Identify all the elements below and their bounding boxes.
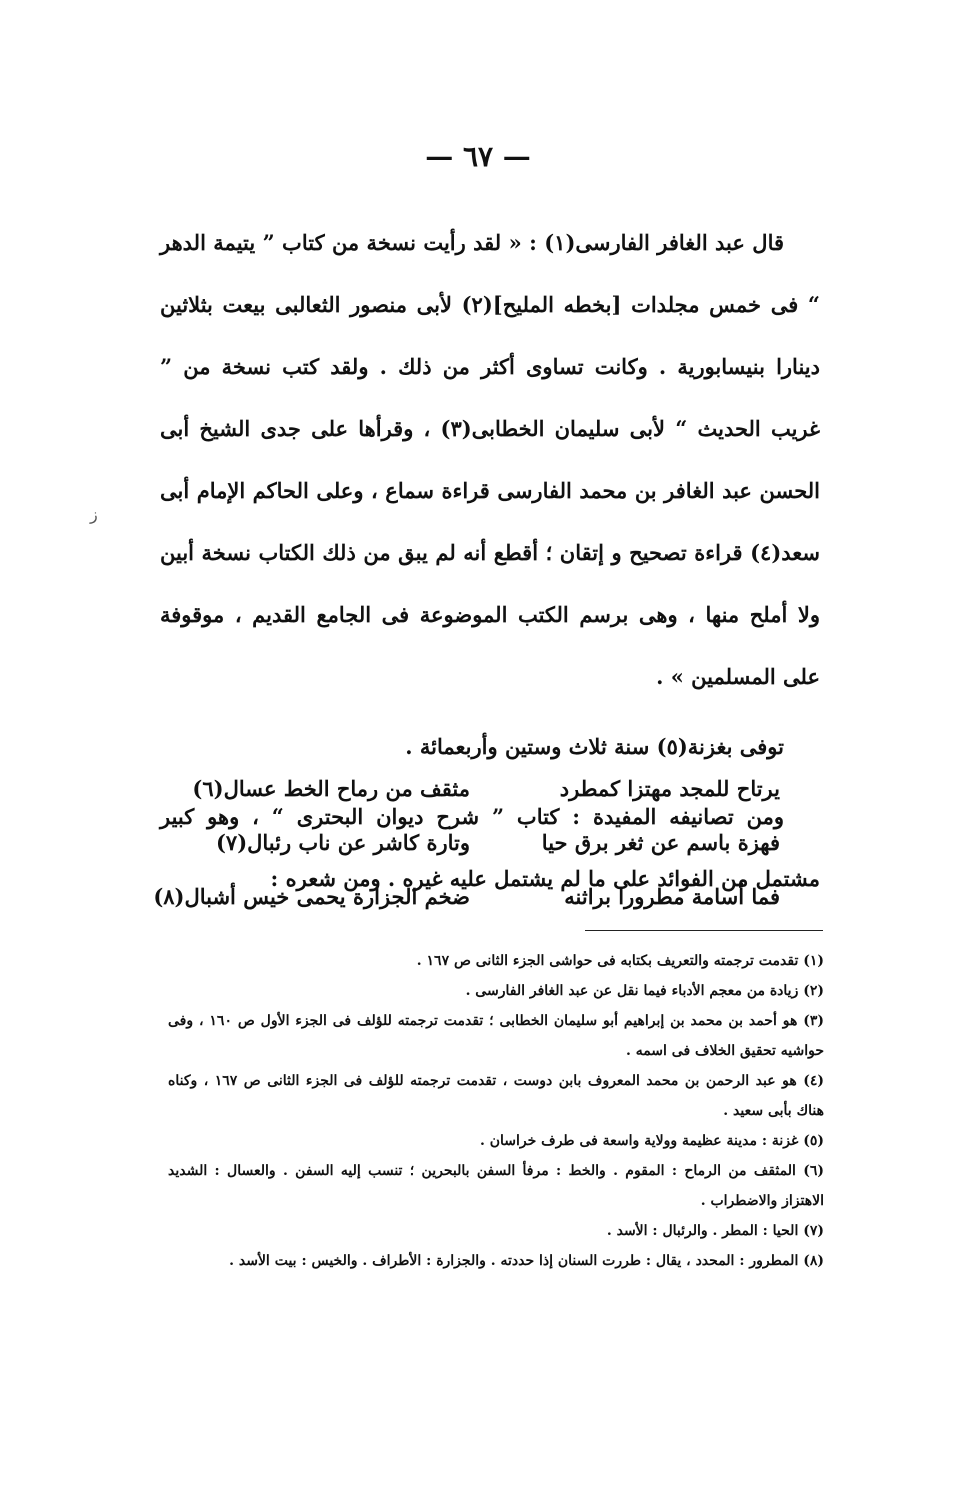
paragraph-death: توفى بغزنة(٥) سنة ثلاث وستين وأربعمائة .	[405, 734, 784, 759]
verse-first-hemistich: فما أسامة مطرورا براثنه	[564, 884, 780, 909]
verse-first-hemistich: يرتاح للمجد مهتزا كمطرد	[559, 776, 780, 801]
verse-line	[153, 870, 780, 924]
footnote: (٦) المثقف من الرماح : المقوم . والخط : مرفأ السفن بالبحرين ؛ تنسب إليه السفن . والعسال : الشديد الاهتزاز والاضطراب .	[168, 1163, 824, 1209]
footnote: (٧) الحيا : المطر . والرئبال : الأسد .	[606, 1223, 824, 1239]
verse-second-hemistich: مثقف من رماح الخط عسال(٦)	[192, 776, 470, 801]
page-number: — ٦٧ —	[425, 140, 531, 173]
footnote: (٢) زيادة من معجم الأدباء فيما نقل عن عبد الغافر الفارسى .	[465, 983, 824, 999]
verse-line	[200, 816, 780, 870]
paragraph-works: ومن تصانيفه المفيدة : كتاب ” شرح ديوان البحترى “ ، وهو كبير مشتمل من الفوائد على ما لم يشتمل عليه غيره . ومن شعره :	[160, 804, 820, 891]
verse-second-hemistich: وتارة كاشر عن ناب رئبال(٧)	[215, 830, 470, 855]
paragraph-quote: قال عبد الغافر الفارسى(١) : « لقد رأيت نسخة من كتاب ” يتيمة الدهر “ فى خمس مجلدات [بخطه المليح](٢) لأبى منصور الثعالبى بيعت بثلاثين دينارا بنيسابورية . وكانت تساوى أكثر من ذلك . ولقد كتب نسخة من ” غريب الحديث “ لأبى سليمان الخطابى(٣) ، وقرأها على جدى الشيخ أبى الحسن عبد الغافر بن محمد الفارسى قراءة سماع ، وعلى الحاكم الإمام أبى سعد(٤) قراءة تصحيح و إتقان ؛ أقطع أنه لم يبق من ذلك الكتاب نسخة أبين ولا أملح منها ، وهى برسم الكتب الموضوعة فى الجامع القديم ، موقوفة على المسلمين » .	[160, 230, 820, 689]
footnotes	[168, 946, 824, 1276]
verse-first-hemistich: فهزة باسم عن ثغر برق حيا	[541, 830, 780, 855]
footnote: (٨) المطرور : المحدد ، يقال : طررت السنان إذا حددته . والجزارة : الأطراف . والخيس : بيت الأسد .	[229, 1253, 824, 1269]
footnote: (١) تقدمت ترجمته والتعريف بكتابه فى حواشى الجزء الثانى ص ١٦٧ .	[416, 953, 824, 969]
footnote: (٤) هو عبد الرحمن بن محمد المعروف بابن دوست ، تقدمت ترجمته للؤلف فى الجزء الثانى ص ١٦٧ ، وكناه هناك بأبى سعيد .	[168, 1073, 824, 1119]
footnote: (٣) هو أحمد بن محمد بن إبراهيم أبو سليمان الخطابى ؛ تقدمت ترجمته للؤلف فى الجزء الأول ص ١٦٠ ، وفى حواشيه تحقيق الخلاف فى اسمه .	[168, 1013, 824, 1059]
footnote: (٥) غزنة : مدينة عظيمة وولاية واسعة فى طرف خراسان .	[480, 1133, 824, 1149]
footnote-divider	[585, 930, 823, 931]
verse-line	[192, 762, 780, 816]
margin-mark: ز	[90, 505, 98, 524]
verse-second-hemistich: ضخم الجزارة يحمى خيس أشبال(٨)	[153, 884, 470, 909]
poem	[153, 762, 780, 924]
